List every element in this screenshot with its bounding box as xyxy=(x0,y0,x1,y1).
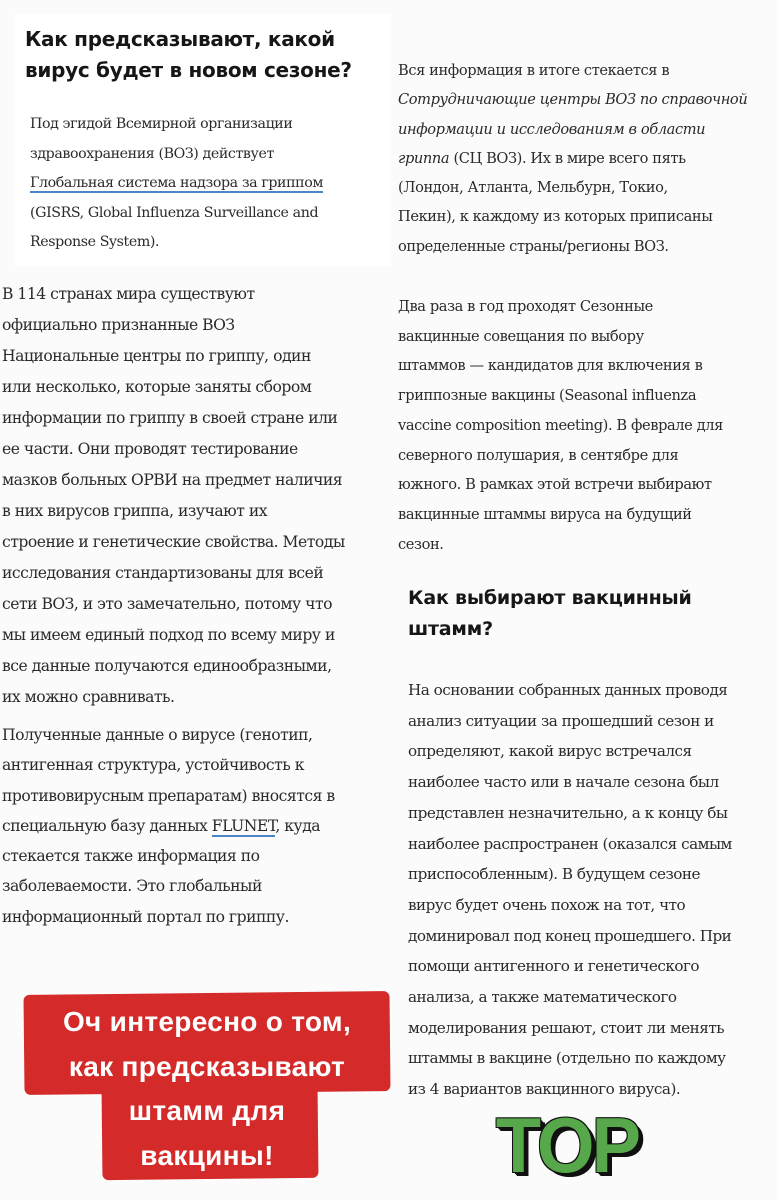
text-line: в них вирусов гриппа, изучают их xyxy=(2,502,268,520)
text-line: Два раза в год проходят Сезонные xyxy=(398,298,653,315)
text-line: противовирусным препаратам) вносятся в xyxy=(2,786,335,805)
text-line: вакцинные совещания по выбору xyxy=(398,327,644,345)
text-line: стекается также информация по xyxy=(2,847,260,866)
text-line: наиболее часто или в начале сезона был xyxy=(408,773,719,792)
text-line: Национальные центры по гриппу, один xyxy=(2,347,311,365)
text-line: вирус будет очень похож на тот, что xyxy=(408,895,686,914)
sticker-line: вакцины! xyxy=(140,1139,274,1171)
text-line: официально признанные ВОЗ xyxy=(2,316,235,334)
text-line: штаммов — кандидатов для включения в xyxy=(398,357,703,375)
text-line: здравоохранения (ВОЗ) действует xyxy=(30,145,274,162)
text-line: ее части. Они проводят тестирование xyxy=(2,440,298,458)
intro-paragraph xyxy=(30,110,323,258)
text-line: определяют, какой вирус встречался xyxy=(408,742,692,761)
text-line: северного полушария, в сентябре для xyxy=(398,446,679,464)
sticker-caption xyxy=(24,1000,390,1178)
heading-line: Как выбирают вакцинный xyxy=(408,587,692,609)
sticker-line: штамм для xyxy=(128,1095,286,1126)
text-line: представлен незначительно, а к концу бы xyxy=(408,803,728,822)
text-line xyxy=(30,169,323,199)
text-line: Сотрудничающие центры ВОЗ по справочной xyxy=(398,91,748,109)
text-line: определенные страны/регионы ВОЗ. xyxy=(398,237,669,255)
text-line: Вся информация в итоге стекается в xyxy=(398,62,670,79)
strain-selection-heading xyxy=(408,583,692,645)
text-line: информации по гриппу в своей стране или xyxy=(2,409,338,427)
text-line: гриппозные вакцины (Seasonal influenza xyxy=(398,387,697,405)
main-heading xyxy=(25,24,352,86)
text-line: вакцинные штаммы вируса на будущий xyxy=(398,505,692,523)
text-line: сети ВОЗ, и это замечательно, потому что xyxy=(2,595,332,613)
flunet-link[interactable]: FLUNET xyxy=(211,816,276,835)
text-line: vaccine composition meeting). В феврале для xyxy=(398,416,723,434)
text-line: Под эгидой Всемирной организации xyxy=(30,116,293,132)
text-line: На основании собранных данных проводя xyxy=(408,681,728,699)
collaborating-centers-paragraph xyxy=(398,56,747,261)
text-line: мазков больных ОРВИ на предмет наличия xyxy=(2,471,343,489)
text-line: Response System). xyxy=(30,234,160,250)
heading-line: штамм? xyxy=(408,618,493,640)
text-line: анализ ситуации за прошедший сезон и xyxy=(408,711,714,730)
text-line: сезон. xyxy=(398,535,444,553)
text-line: или несколько, которые заняты сбором xyxy=(2,378,312,396)
text-line: В 114 странах мира существуют xyxy=(2,285,255,303)
text-line: анализа, а также математического xyxy=(408,988,677,1007)
gisrs-link[interactable]: Глобальная система надзора за гриппом xyxy=(30,175,324,191)
text-line: строение и генетические свойства. Методы xyxy=(2,533,345,551)
heading-line: вирус будет в новом сезоне? xyxy=(25,58,352,82)
text-line: информации и исследованиям в области xyxy=(398,120,706,138)
text-fragment: специальную базу данных xyxy=(2,816,212,835)
strain-selection-paragraph xyxy=(408,675,732,1105)
text-line: (GISRS, Global Influenza Surveillance and xyxy=(30,204,319,221)
text-line: из 4 вариантов вакцинного вируса). xyxy=(408,1080,681,1099)
text-fragment: гриппа xyxy=(398,149,450,167)
text-line xyxy=(2,811,335,841)
text-line: наиболее распространен (оказался самым xyxy=(408,834,732,853)
text-line: мы имеем единый подход по всему миру и xyxy=(2,626,335,644)
text-line: Пекин), к каждому из которых приписаны xyxy=(398,208,713,226)
text-line: заболеваемости. Это глобальный xyxy=(2,877,262,896)
sticker-line: Оч интересно о том, xyxy=(62,1006,352,1037)
text-line: южного. В рамках этой встречи выбирают xyxy=(398,476,712,494)
text-line: их можно сравнивать. xyxy=(2,688,175,706)
text-line: исследования стандартизованы для всей xyxy=(2,564,324,582)
text-fragment: , куда xyxy=(275,816,321,835)
text-fragment: (СЦ ВОЗ). Их в мире всего пять xyxy=(449,149,686,167)
top-badge: TOP xyxy=(495,1101,639,1189)
text-line: информационный портал по гриппу. xyxy=(2,907,289,926)
text-line: приспособленным). В будущем сезоне xyxy=(408,865,701,884)
text-line: штаммы в вакцине (отдельно по каждому xyxy=(408,1049,726,1068)
text-line: все данные получаются единообразными, xyxy=(2,657,332,675)
text-line xyxy=(398,144,747,173)
text-line: помощи антигенного и генетического xyxy=(408,957,700,976)
heading-line: Как предсказывают, какой xyxy=(25,27,335,51)
national-centers-paragraph xyxy=(2,279,345,713)
text-line: моделирования решают, стоит ли менять xyxy=(408,1018,725,1037)
text-line: (Лондон, Атланта, Мельбурн, Токио, xyxy=(398,179,668,197)
flunet-paragraph xyxy=(2,720,335,932)
text-line: доминировал под конец прошедшего. При xyxy=(408,926,732,945)
text-line: Полученные данные о вирусе (генотип, xyxy=(2,726,313,744)
sticker-line: как предсказывают xyxy=(68,1050,346,1082)
vaccine-meeting-paragraph xyxy=(398,292,723,559)
text-line: антигенная структура, устойчивость к xyxy=(2,756,304,775)
